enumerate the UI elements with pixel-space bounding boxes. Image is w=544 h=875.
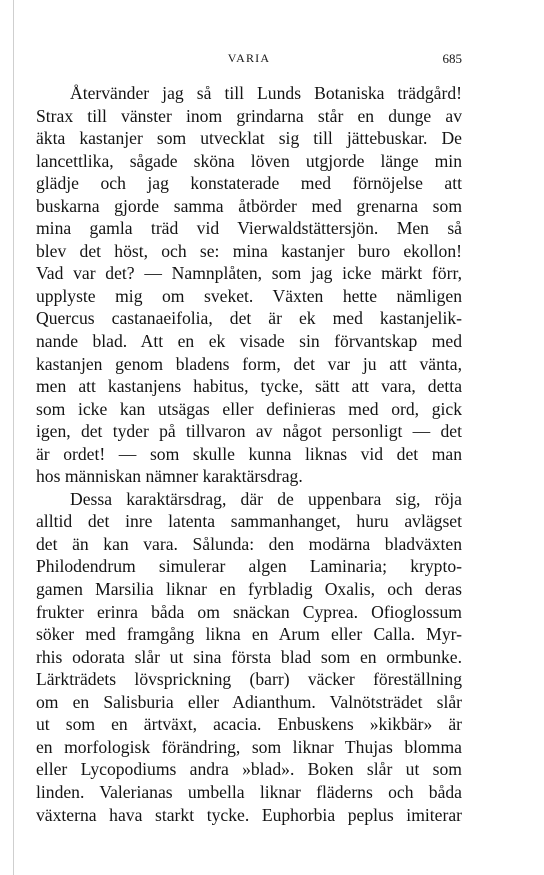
text-line: igen, det tyder på tillvaron av något personligt — det <box>36 421 462 442</box>
page-edge-line <box>13 0 14 875</box>
running-head: VARIA <box>227 51 271 65</box>
page-header <box>36 51 462 69</box>
text-line: växterna hava starkt tycke. Euphorbia peplus imiterar <box>36 804 462 825</box>
text-line: det än kan vara. Sålunda: den modärna bladväxten <box>36 533 462 554</box>
text-line: kastanjen genom bladens form, det var ju att vänta, <box>36 353 462 374</box>
text-line: Återvänder jag så till Lunds Botaniska trädgård! <box>70 83 462 103</box>
text-line: lancettlika, sågade sköna löven utgjorde länge min <box>36 150 462 171</box>
text-line: Dessa karaktärsdrag, där de uppenbara sig, röja <box>70 488 462 509</box>
text-line: ut som en ärtväxt, acacia. Enbuskens »kikbär» är <box>36 714 462 735</box>
text-line: som icke kan utsägas eller definieras med ord, gick <box>36 398 462 419</box>
text-line: Lärkträdets lövsprickning (barr) väcker föreställning <box>36 669 462 690</box>
text-line: gamen Marsilia liknar en fyrbladig Oxalis, och deras <box>36 579 462 600</box>
text-line: äkta kastanjer som utvecklat sig till jättebuskar. De <box>36 128 462 149</box>
text-line: frukter erinra båda om snäckan Cyprea. Ofioglossum <box>36 601 462 622</box>
text-line: nande blad. Att en ek visade sin förvantskap med <box>36 331 462 352</box>
page-number: 685 <box>442 51 462 66</box>
text-line: Philodendrum simulerar algen Laminaria; krypto- <box>36 556 462 577</box>
text-line: blev det höst, och se: mina kastanjer buro ekollon! <box>36 240 462 261</box>
text-line: en morfologisk förändring, som liknar Thujas blomma <box>36 736 462 757</box>
text-line: glädje och jag konstaterade med förnöjelse att <box>36 173 462 194</box>
text-line: Quercus castanaeifolia, det är ek med kastanjelik- <box>36 308 462 329</box>
text-line: Vad var det? — Namnplåten, som jag icke märkt förr, <box>36 263 462 284</box>
text-line: mina gamla träd vid Vierwaldstättersjön. Men så <box>36 218 462 239</box>
text-line: buskarna gjorde samma åtbörder med grenarna som <box>36 195 462 216</box>
text-line: alltid det inre latenta sammanhanget, huru avlägset <box>36 511 462 532</box>
body-text <box>36 82 462 826</box>
text-line: men att kastanjens habitus, tycke, sätt att vara, detta <box>36 376 462 397</box>
text-line: är ordet! — som skulle kunna liknas vid det man <box>36 443 462 464</box>
text-line: upplyste mig om sveket. Växten hette nämligen <box>36 285 462 306</box>
text-line: om en Salisburia eller Adianthum. Valnötsträdet slår <box>36 691 462 712</box>
text-line: rhis odorata slår ut sina första blad som en ormbunke. <box>36 646 462 667</box>
text-line: hos människan nämner karaktärsdrag. <box>36 466 303 487</box>
text-line: linden. Valerianas umbella liknar fläderns och båda <box>36 781 462 802</box>
text-line: Strax till vänster inom grindarna står en dunge av <box>36 105 462 126</box>
text-line: eller Lycopodiums andra »blad». Boken slår ut som <box>36 759 462 780</box>
text-line: söker med framgång likna en Arum eller Calla. Myr- <box>36 624 462 645</box>
